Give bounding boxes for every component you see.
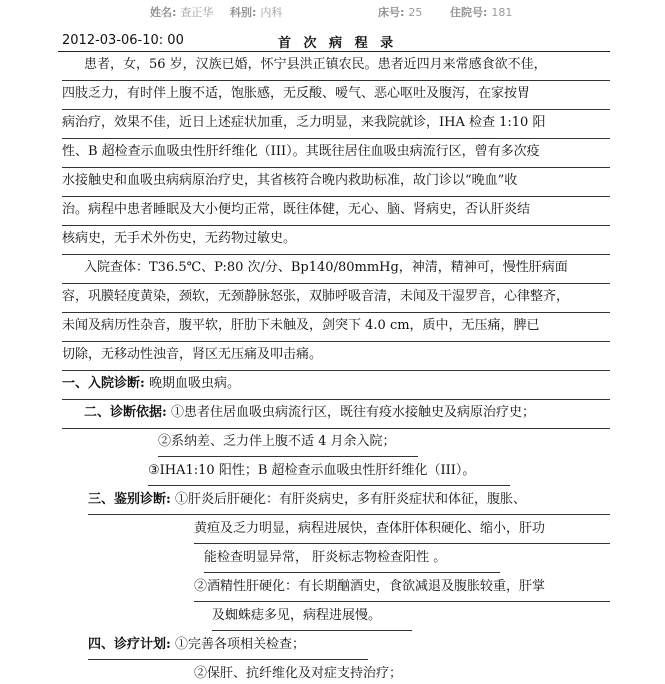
admission-label: 住院号: <box>450 6 488 19</box>
exam-line: 切除，无移动性浊音，肾区无压痛及叩击痛。 <box>62 345 610 371</box>
exam-line: 入院查体：T36.5℃、P:80 次/分、Bp140/80mmHg，神清，精神可，慢性肝病面 <box>62 258 610 284</box>
history-line: 性、B 超检查示血吸虫性肝纤维化（III）。其既往居住血吸虫病流行区，曾有多次疫 <box>62 142 610 168</box>
name-field <box>150 4 213 20</box>
section-heading: 一、入院诊断: <box>62 376 145 391</box>
section-text: 晚期血吸虫病。 <box>148 376 240 391</box>
history-line: 治。病程中患者睡眠及大小便均正常，既往体健，无心、脑、肾病史，否认肝炎结 <box>62 200 610 226</box>
history-line: 四肢乏力，有时伴上腹不适，饱胀感，无反酸、嗳气、恶心呕吐及腹泻，在家按胃 <box>62 84 610 110</box>
dept-label: 科别: <box>230 6 257 19</box>
exam-line: 未闻及病历性杂音，腹平软，肝肋下未触及，剑突下 4.0 cm，质中，无压痛，脾已 <box>62 316 610 342</box>
section-heading: 二、诊断依据: <box>84 405 167 420</box>
title-rule <box>58 51 610 52</box>
differential-line: 黄疸及乏力明显，病程进展快，查体肝体积硬化、缩小，肝功 <box>194 519 610 544</box>
history-line: 核病史，无手术外伤史，无药物过敏史。 <box>62 229 610 255</box>
record-datetime: 2012-03-06-10: 00 <box>62 33 184 48</box>
bed-value: 25 <box>408 6 423 19</box>
diagnosis-basis <box>62 403 610 429</box>
differential-diagnosis <box>88 490 610 515</box>
differential-line: ①肝炎后肝硬化：有肝炎病史，多有肝炎症状和体征，腹胀、 <box>174 492 526 507</box>
differential-line: 能检查明显异常， 肝炎标志物检查阳性 。 <box>204 548 500 573</box>
basis-item: ③IHA1:10 阳性；B 超检查示血吸虫性肝纤维化（III）。 <box>148 461 510 486</box>
dept-field <box>230 4 282 20</box>
admission-diagnosis <box>62 374 610 400</box>
admission-value: 181 <box>491 6 513 19</box>
history-line: 水接触史和血吸虫病病原治疗史，其省核符合晚内救助标准，故门诊以“晚血”收 <box>62 171 610 197</box>
differential-line: 及蜘蛛痣多见，病程进展慢。 <box>212 606 412 631</box>
exam-line: 容，巩膜轻度黄染，颈软，无颈静脉怒张，双肺呼吸音清，未闻及干湿罗音，心律整齐， <box>62 287 610 313</box>
history-line: 患者，女，56 岁，汉族已婚，怀宁县洪正镇农民。患者近四月来常感食欲不佳， <box>62 55 610 81</box>
plan-item: ②保肝、抗纤维化及对症支持治疗； <box>194 666 403 681</box>
basis-item: ①患者住居血吸虫病流行区，既往有疫水接触史及病原治疗史； <box>170 405 535 420</box>
basis-item: ②系纳差、乏力伴上腹不适 4 月余入院； <box>158 432 418 457</box>
treatment-plan <box>88 635 368 660</box>
admission-field <box>450 4 512 20</box>
section-heading: 三、鉴别诊断: <box>88 492 171 507</box>
bed-label: 床号: <box>378 6 405 19</box>
bed-field <box>378 4 422 20</box>
history-line: 病治疗，效果不佳，近日上述症状加重，乏力明显，来我院就诊，IHA 检查 1:10 阳 <box>62 113 610 139</box>
record-title: 首 次 病 程 录 <box>278 36 398 51</box>
section-heading: 四、诊疗计划: <box>88 637 171 652</box>
plan-item: ①完善各项相关检查； <box>174 637 305 652</box>
name-label: 姓名: <box>150 6 177 19</box>
differential-line: ②酒精性肝硬化：有长期酗酒史，食欲减退及腹胀较重，肝掌 <box>194 577 610 602</box>
dept-value: 内科 <box>260 6 283 19</box>
name-value: 查正华 <box>180 6 214 19</box>
